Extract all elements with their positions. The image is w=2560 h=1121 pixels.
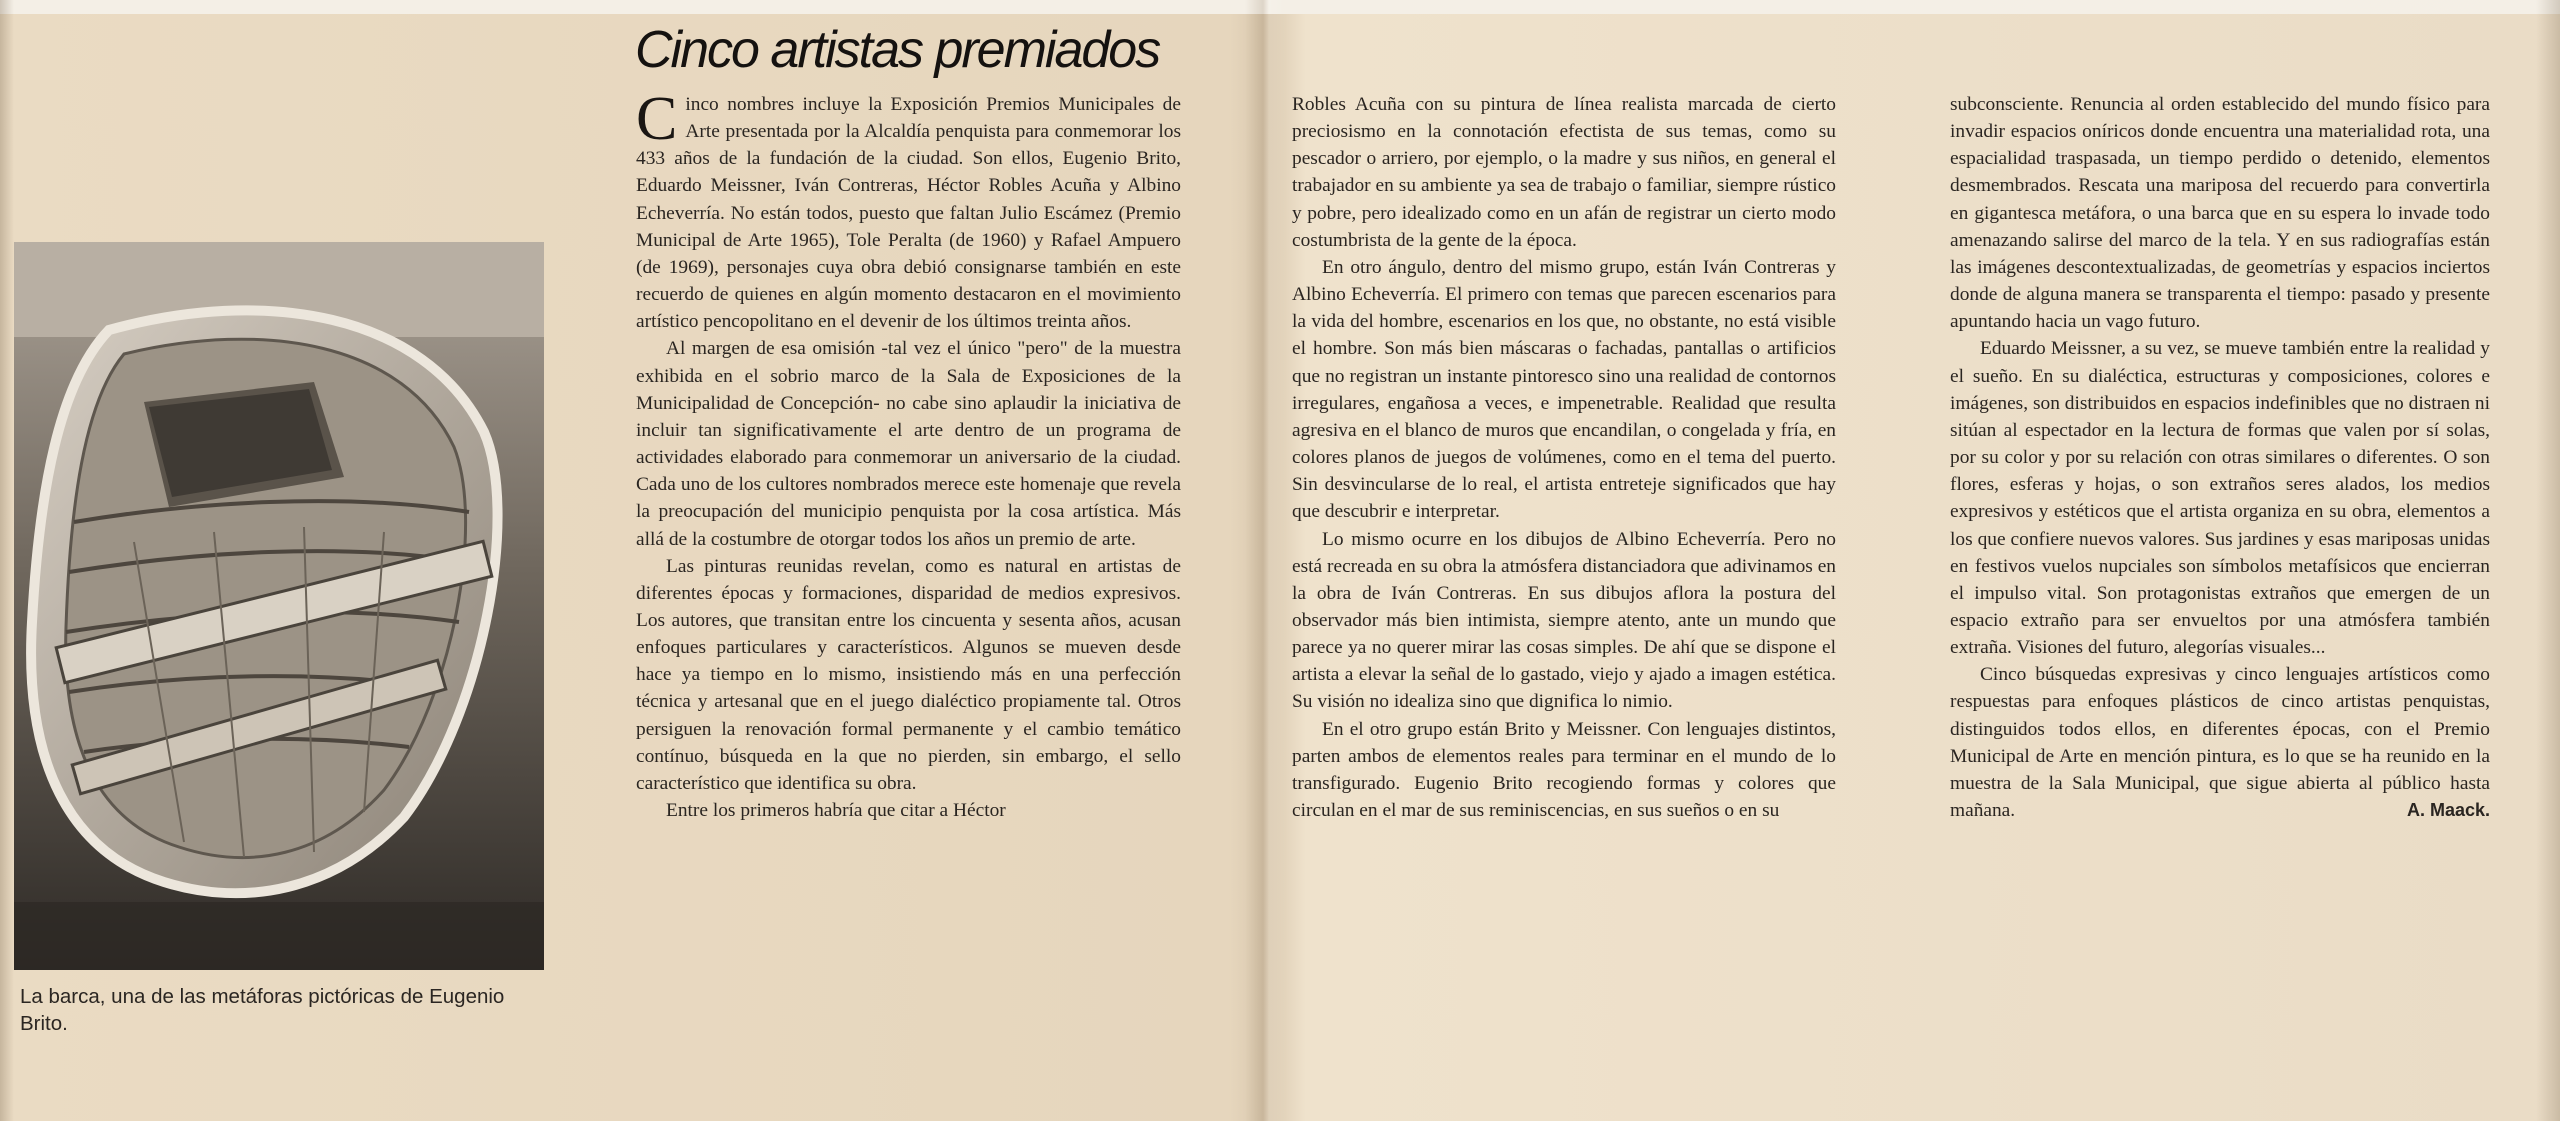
- paragraph-6: En otro ángulo, dentro del mismo grupo, están Iván Contreras y Albino Echeverría. El primero con temas que parecen escenarios para la vida del hombre, escenarios en los que, no obstante, no está visible el hombre. Son más bien máscaras o fachadas, pantallas o artificios que no registran un instante pintoresco sino una realidad de contornos irregulares, engañosa a veces, e impenetrable. Realidad que resulta agresiva en el blanco de muros que encandilan, o congelada y fría, en colores planos de juegos de volúmenes, como en el tema del puerto. Sin desvincularse de lo real, el artista entreteje significados que hay que descubrir e interpretar.: [1292, 256, 1836, 523]
- paragraph-10: Eduardo Meissner, a su vez, se mueve también entre la realidad y el sueño. En su dialéctica, estructuras y composiciones, colores e imágenes, son distribuidos en espacios indefinibles que no distraen ni sitúan al espectador en la lectura de formas que valen por sí solas, por su color y por su relación con otras similares o diferentes. O son flores, esferas y hojas, o son extraños seres alados, los medios expresivos y estéticos que el artista organiza en su obra, elementos a los que confiere nuevos valores. Sus jardines y esas mariposas unidas en festivos vuelos nupciales son símbolos metafísicos que encierran el impulso vital. Son protagonistas extraños que emergen de un espacio extraño para ser envueltos por una atmósfera también extraña. Visiones del futuro, alegorías visuales...: [1950, 338, 2490, 659]
- paragraph-1: [636, 85, 1181, 335]
- paragraph-4: Entre los primeros habría que citar a Héctor: [666, 800, 1006, 822]
- paragraph-3: Las pinturas reunidas revelan, como es natural en artistas de diferentes épocas y formaciones, disparidad de medios expresivos. Los autores, que transitan entre los cincuenta y sesenta años, acusan enfoques particulares y característicos. Algunos se mueven desde hace ya tiempo en lo mismo, insistiendo más en una perfección técnica y artesanal que en el juego dialéctico propiamente tal. Otros persiguen la renovación formal permanente y el cambio temático contínuo, búsqueda en la que no pierden, sin embargo, el sello característico que identifica su obra.: [636, 555, 1181, 794]
- paragraph-8: En el otro grupo están Brito y Meissner. Con lenguajes distintos, parten ambos de elementos reales para terminar en el mundo de lo transfigurado. Eugenio Brito recogiendo formas y colores que circulan en el mar de sus reminiscencias, en sus sueños o en su: [1292, 718, 1836, 822]
- photo-caption: La barca, una de las metáforas pictóricas de Eugenio Brito.: [20, 985, 505, 1035]
- article-headline: Cinco artistas premiados: [635, 21, 1160, 79]
- drop-cap: C: [636, 85, 678, 153]
- paragraph-5: Robles Acuña con su pintura de línea realista marcada de cierto preciosismo en la connotación efectista de sus temas, como su pescador o arriero, por ejemplo, o la madre y sus niños, en general el trabajador en su ambiente ya sea de trabajo o familiar, siempre rústico y pobre, pero idealizado como en un afán de registrar un cierto modo costumbrista de la gente de la época.: [1292, 94, 1836, 251]
- page-fold: [1245, 0, 1285, 1121]
- paragraph-7: Lo mismo ocurre en los dibujos de Albino Echeverría. Pero no está recreada en su obra la atmósfera distanciadora que adivinamos en la obra de Iván Contreras. En sus dibujos aflora la postura del observador más bien intimista, siempre atento, ante un mundo que parece ya no querer mirar las cosas simples. De ahí que se dispone el artista a elevar la señal de lo gastado, viejo y ajado a imagen estética. Su visión no idealiza sino que dignifica lo nimio.: [1292, 528, 1836, 713]
- paragraph-2: Al margen de esa omisión -tal vez el único "pero" de la muestra exhibida en el sobrio marco de la Sala de Exposiciones de la Municipalidad de Concepción- no cabe sino aplaudir la iniciativa de incluir tan significativamente el arte dentro de un programa de actividades elaborado para conmemorar un aniversario de la ciudad. Cada uno de los cultores nombrados merece este homenaje que revela la preocupación del municipio penquista por la cosa artística. Más allá de la costumbre de otorgar todos los años un premio de arte.: [636, 338, 1181, 550]
- left-page-edge: [0, 0, 14, 1121]
- article-column-1: [636, 85, 1181, 824]
- right-page-edge: [2536, 0, 2560, 1121]
- paragraph-9: subconsciente. Renuncia al orden establecido del mundo físico para invadir espacios oníricos donde encuentra una materialidad rota, una espacialidad traspasada, un tiempo perdido o detenido, elementos desmembrados. Rescata una mariposa del recuerdo para convertirla en gigantesca metáfora, o una barca que en su espera lo invade todo amenazando salirse del marco de la tela. Y en sus radiografías están las imágenes descontextualizadas, de geometrías y espacios inciertos donde de alguna manera se transparenta el tiempo: pasado y presente apuntando hacia un vago futuro.: [1950, 94, 2490, 333]
- paragraph-1-text: inco nombres incluye la Exposición Premios Municipales de Arte presentada por la Alcaldía penquista para conmemorar los 433 años de la fundación de la ciudad. Son ellos, Eugenio Brito, Eduardo Meissner, Iván Contreras, Héctor Robles Acuña y Albino Echeverría. No están todos, puesto que faltan Julio Escámez (Premio Municipal de Arte 1965), Tole Peralta (de 1960) y Rafael Ampuero (de 1969), personajes cuya obra debió consignarse también en este recuerdo de quienes en algún momento destacaron en el movimiento artístico pencopolitano en el devenir de los últimos treinta años.: [636, 94, 1181, 333]
- article-column-2: [1292, 91, 1836, 824]
- article-column-3: [1950, 91, 2490, 824]
- paragraph-11: Cinco búsquedas expresivas y cinco lenguajes artísticos como respuestas para enfoques plásticos de cinco artistas penquistas, distinguidos todos ellos, en diferentes épocas, con el Premio Municipal de Arte en mención pintura, es lo que se ha reunido en la muestra de la Sala Municipal, que sigue abierta al público hasta mañana.: [1950, 664, 2490, 822]
- boat-photograph: [14, 242, 544, 970]
- author-signature: A. Maack.: [2406, 800, 2490, 821]
